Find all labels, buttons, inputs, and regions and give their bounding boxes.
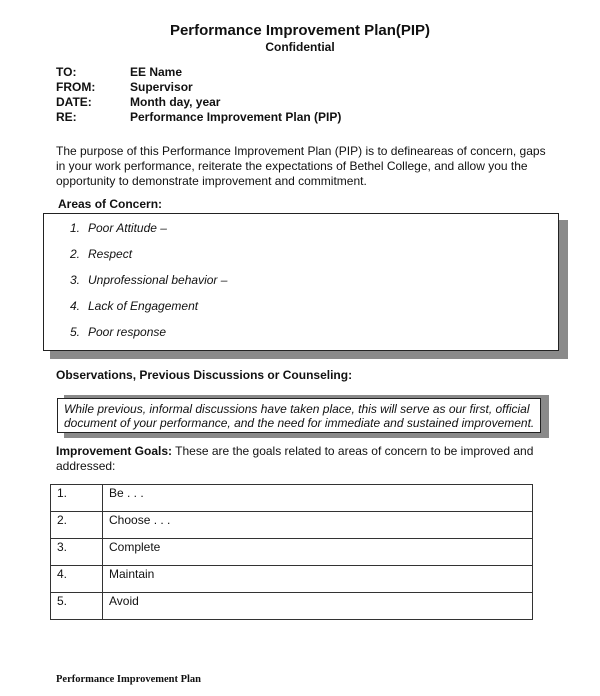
list-item [70, 324, 227, 350]
table-cell-goal: Choose . . . [103, 512, 533, 539]
list-item [70, 220, 227, 246]
observations-heading: Observations, Previous Discussions or Counseling: [56, 368, 353, 382]
list-item [70, 272, 227, 298]
table-row [51, 593, 533, 620]
table-cell-goal: Maintain [103, 566, 533, 593]
memo-header [56, 65, 341, 125]
table-cell-number: 4. [51, 566, 103, 593]
list-item-text: Lack of Engagement [88, 299, 199, 313]
improvement-goals-intro [56, 444, 536, 474]
memo-value: Month day, year [130, 95, 221, 109]
memo-key: RE: [56, 110, 77, 124]
memo-key: TO: [56, 65, 77, 79]
document-subtitle: Confidential [265, 40, 335, 54]
list-item [70, 298, 227, 324]
table-cell-goal: Avoid [103, 593, 533, 620]
list-item-text: Poor response [88, 325, 167, 339]
improvement-goals-heading: Improvement Goals: [56, 444, 173, 458]
list-item-number: 1. [70, 221, 81, 235]
improvement-goals-table [50, 484, 533, 620]
table-cell-goal: Be . . . [103, 485, 533, 512]
table-cell-number: 2. [51, 512, 103, 539]
table-row [51, 485, 533, 512]
table-cell-number: 5. [51, 593, 103, 620]
table-row [51, 512, 533, 539]
table-cell-goal: Complete [103, 539, 533, 566]
table-cell-number: 1. [51, 485, 103, 512]
improvement-goals-description: These are the goals related to areas of concern to be improved and addressed: [56, 444, 534, 473]
purpose-paragraph: The purpose of this Performance Improvement Plan (PIP) is to defineareas of concern, gaps in your work performance, reiterate the expectations of Bethel College, and allow you the opportunity to demonstrate improvement and commitment. [56, 144, 546, 188]
table-row [51, 566, 533, 593]
memo-value: Performance Improvement Plan (PIP) [130, 110, 342, 124]
memo-row-from [56, 80, 341, 95]
areas-of-concern-heading: Areas of Concern: [58, 197, 163, 211]
memo-row-re [56, 110, 341, 125]
list-item-number: 5. [70, 325, 81, 339]
memo-row-to [56, 65, 341, 80]
list-item [70, 246, 227, 272]
table-row [51, 539, 533, 566]
memo-value: Supervisor [130, 80, 193, 94]
memo-key: FROM: [56, 80, 96, 94]
list-item-number: 2. [70, 247, 81, 261]
list-item-text: Poor Attitude – [88, 221, 167, 235]
table-cell-number: 3. [51, 539, 103, 566]
document-title: Performance Improvement Plan(PIP) [169, 22, 431, 39]
memo-value: EE Name [130, 65, 183, 79]
concern-list [70, 220, 227, 350]
list-item-number: 4. [70, 299, 81, 313]
memo-key: DATE: [56, 95, 92, 109]
memo-row-date [56, 95, 341, 110]
list-item-text: Respect [88, 247, 133, 261]
list-item-text: Unprofessional behavior – [88, 273, 228, 287]
page-footer: Performance Improvement Plan [56, 674, 202, 685]
observations-text: While previous, informal discussions have taken place, this will serve as our first, official document of your performance, and the need for immediate and sustained improvement. [64, 402, 535, 430]
list-item-number: 3. [70, 273, 81, 287]
